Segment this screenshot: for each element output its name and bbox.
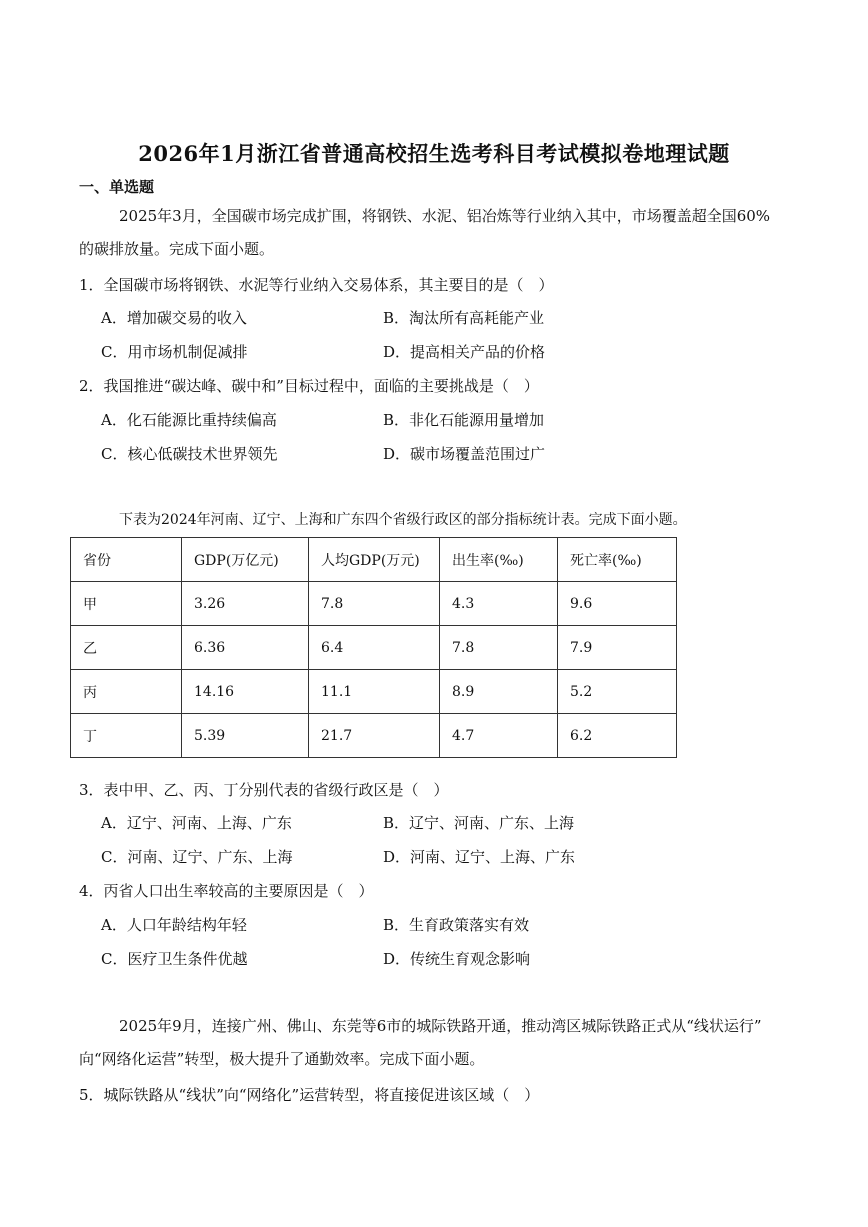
table-header-cell: GDP(万亿元) [182,538,309,582]
table-cell: 4.7 [440,714,558,758]
question-1-option-b[interactable]: B．淘汰所有高耗能产业 [383,309,545,327]
question-1-option-c[interactable]: C．用市场机制促减排 [101,343,248,361]
passage-line: 2025年9月，连接广州、佛山、东莞等6市的城际铁路开通，推动湾区城际铁路正式从“线状运行” [119,1017,762,1035]
passage-intercity-rail [79,1010,794,1076]
table-cell: 3.26 [182,582,309,626]
table-cell: 11.1 [309,670,440,714]
table-row [71,670,677,714]
question-2-option-d[interactable]: D．碳市场覆盖范围过广 [383,445,546,463]
table-cell: 丙 [71,670,182,714]
table-cell: 7.8 [440,626,558,670]
question-2-option-c[interactable]: C．核心低碳技术世界领先 [101,445,278,463]
question-5-stem: 5．城际铁路从“线状”向“网络化”运营转型，将直接促进该区域（ ） [79,1086,540,1104]
table-row [71,626,677,670]
question-4-stem: 4．丙省人口出生率较高的主要原因是（ ） [79,882,374,900]
question-4-option-c[interactable]: C．医疗卫生条件优越 [101,950,248,968]
table-header-row [71,538,677,582]
question-4-option-b[interactable]: B．生育政策落实有效 [383,916,530,934]
table-cell: 5.39 [182,714,309,758]
table-header-cell: 出生率(‰) [440,538,558,582]
table-cell: 9.6 [558,582,677,626]
question-1-option-a[interactable]: A．增加碳交易的收入 [101,309,247,327]
table-header-cell: 省份 [71,538,182,582]
passage-line: 向“网络化运营”转型，极大提升了通勤效率。完成下面小题。 [79,1050,485,1068]
table-cell: 6.36 [182,626,309,670]
table-cell: 6.2 [558,714,677,758]
table-row [71,582,677,626]
question-1-option-d[interactable]: D．提高相关产品的价格 [383,343,546,361]
province-stats-table [70,537,677,758]
table-cell: 4.3 [440,582,558,626]
exam-title: 2026年1月浙江省普通高校招生选考科目考试模拟卷地理试题 [138,141,730,166]
table-cell: 21.7 [309,714,440,758]
passage-province-table: 下表为2024年河南、辽宁、上海和广东四个省级行政区的部分指标统计表。完成下面小题。 [119,512,687,528]
passage-line: 的碳排放量。完成下面小题。 [79,240,275,258]
table-cell: 6.4 [309,626,440,670]
passage-line: 2025年3月，全国碳市场完成扩围，将钢铁、水泥、铝冶炼等行业纳入其中，市场覆盖超全国60% [119,207,771,225]
table-cell: 丁 [71,714,182,758]
table-cell: 7.8 [309,582,440,626]
question-2-option-b[interactable]: B．非化石能源用量增加 [383,411,545,429]
question-4-option-a[interactable]: A．人口年龄结构年轻 [101,916,247,934]
table-cell: 5.2 [558,670,677,714]
question-3-option-b[interactable]: B．辽宁、河南、广东、上海 [383,814,575,832]
question-3-stem: 3．表中甲、乙、丙、丁分别代表的省级行政区是（ ） [79,781,449,799]
question-3-option-d[interactable]: D．河南、辽宁、上海、广东 [383,848,576,866]
table-row [71,714,677,758]
question-2-stem: 2．我国推进“碳达峰、碳中和”目标过程中，面临的主要挑战是（ ） [79,377,539,395]
question-1-stem: 1．全国碳市场将钢铁、水泥等行业纳入交易体系，其主要目的是（ ） [79,276,554,294]
table-cell: 14.16 [182,670,309,714]
table-cell: 乙 [71,626,182,670]
table-header-cell: 死亡率(‰) [558,538,677,582]
passage-carbon-market [79,200,794,266]
question-3-option-a[interactable]: A．辽宁、河南、上海、广东 [101,814,292,832]
question-2-option-a[interactable]: A．化石能源比重持续偏高 [101,411,277,429]
table-cell: 甲 [71,582,182,626]
table-cell: 8.9 [440,670,558,714]
question-4-option-d[interactable]: D．传统生育观念影响 [383,950,531,968]
table-header-cell: 人均GDP(万元) [309,538,440,582]
table-cell: 7.9 [558,626,677,670]
question-3-option-c[interactable]: C．河南、辽宁、广东、上海 [101,848,293,866]
section-heading: 一、单选题 [79,178,155,196]
